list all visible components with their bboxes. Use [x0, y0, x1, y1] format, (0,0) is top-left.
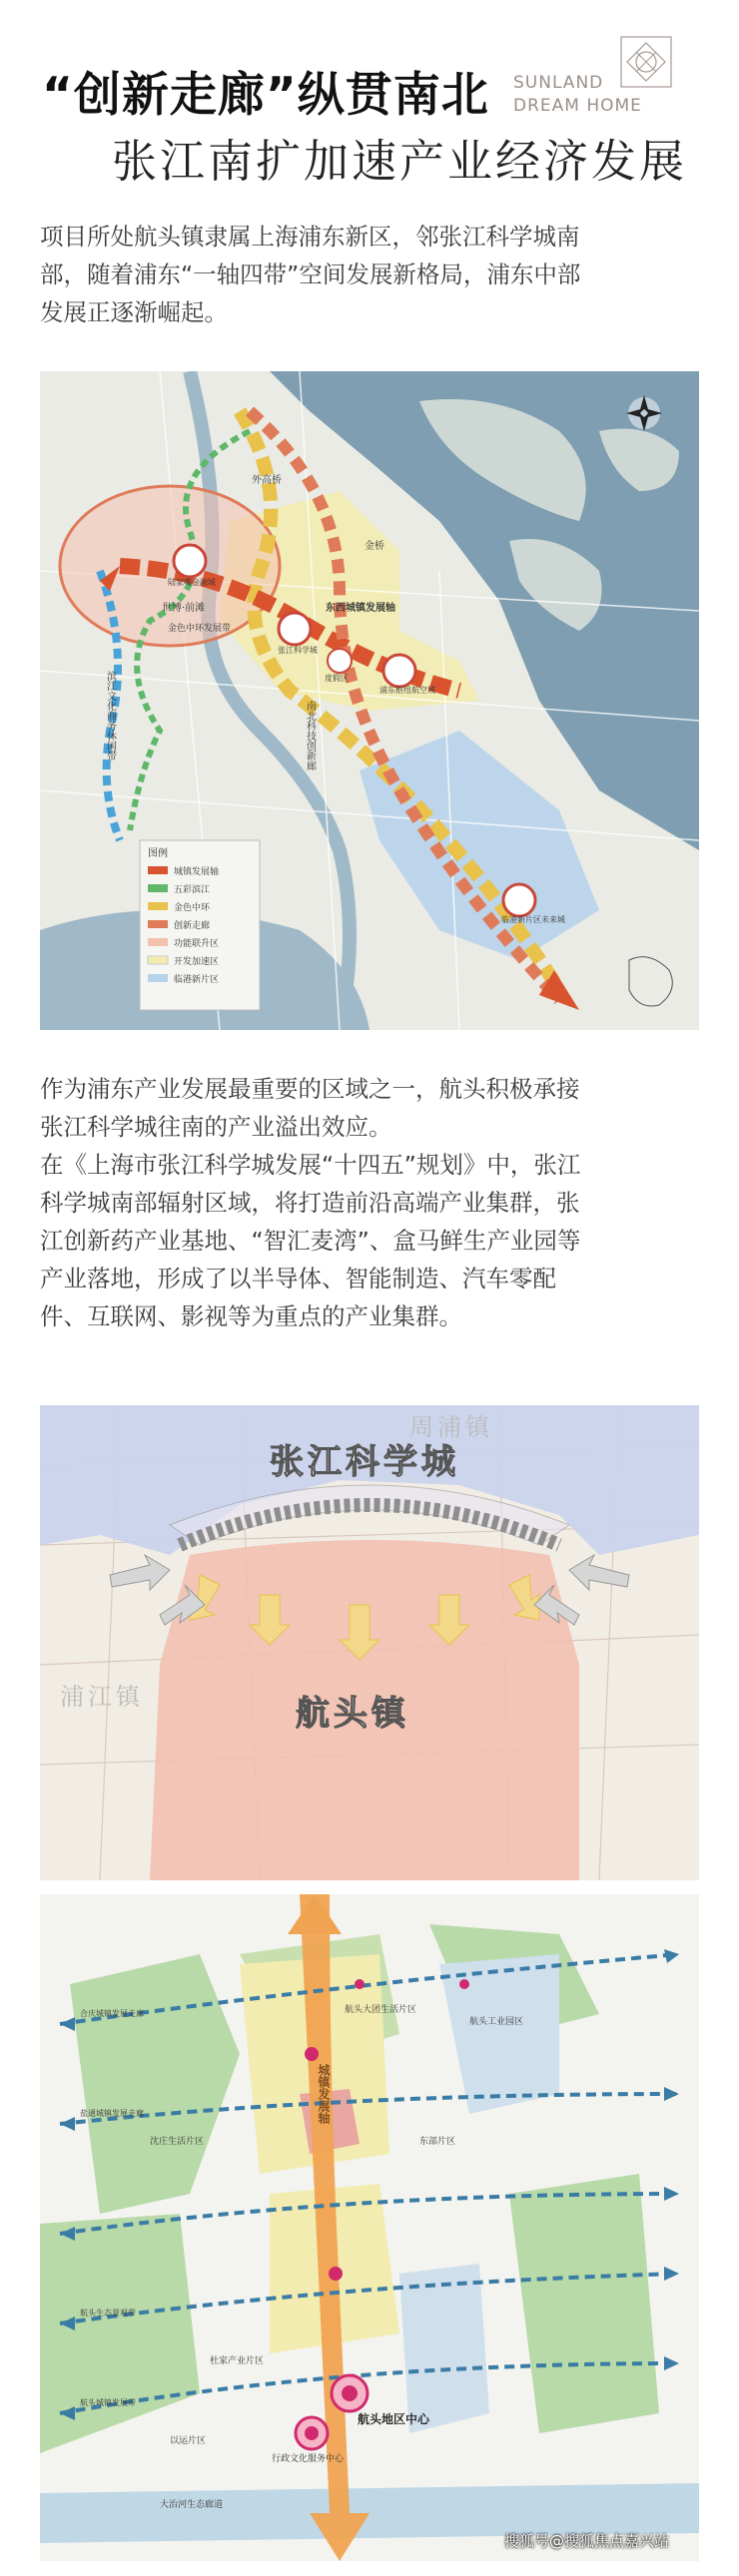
label-lingang: 临港新片区未来城	[501, 915, 565, 924]
paragraph-line: 张江科学城往南的产业溢出效应。	[40, 1113, 392, 1141]
intro-paragraph	[40, 218, 699, 331]
zhangjiang-hangtou-map	[40, 1405, 699, 1880]
zhoupu-label: 周浦镇	[409, 1413, 493, 1441]
label-waigaoqiao: 外高桥	[252, 475, 282, 486]
regional-plan-svg	[40, 371, 699, 1030]
hangtou-label: 航头镇	[296, 1694, 409, 1734]
watermark: 搜狐号@搜狐焦点嘉兴站	[503, 2532, 669, 2550]
zhangjiang-label: 张江科学城	[270, 1442, 459, 1482]
label-east-west-axis: 东西城镇发展轴	[326, 603, 395, 614]
legend-item: 开发加速区	[174, 957, 220, 967]
paragraph-line: 件、互联网、影视等为重点的产业集群。	[40, 1302, 462, 1330]
label-admin: 行政文化服务中心	[272, 2454, 345, 2464]
label-ind-center: 航头地区中心	[358, 2412, 430, 2426]
paragraph-line: 在《上海市张江科学城发展“十四五”规划》中，张江	[40, 1151, 581, 1179]
label-park5: 杜家产业片区	[210, 2356, 265, 2366]
paragraph-line: 发展正逐渐崛起。	[40, 298, 228, 326]
legend-item: 五彩滨江	[174, 885, 211, 895]
paragraph-line: 江创新药产业基地、“智汇麦湾”、盒马鲜生产业园等	[40, 1227, 581, 1255]
page-title: “创新走廊”纵贯南北	[42, 68, 489, 123]
label-zhangjiang: 张江科学城	[278, 646, 318, 655]
label-corridor1: 合庆城镇发展走廊	[80, 2009, 144, 2018]
label-airport: 浦东枢纽航空城	[379, 686, 435, 695]
label-park3: 东部片区	[419, 2137, 456, 2147]
label-park2: 航头工业园区	[469, 2017, 524, 2027]
third-paragraph	[40, 1146, 699, 1335]
label-corridor3: 航头生态景观带	[80, 2309, 136, 2318]
legend-title: 图例	[148, 848, 168, 859]
paragraph-line: 项目所处航头镇隶属上海浦东新区，邻张江科学城南	[40, 223, 580, 251]
label-north-axis: 城镇发展轴	[317, 2064, 331, 2124]
legend-item: 城镇发展轴	[174, 867, 220, 877]
paragraph-line: 科学城南部辐射区域，将打造前沿高端产业集群，张	[40, 1189, 580, 1217]
label-lujiazui: 陆家嘴金融城	[168, 578, 216, 587]
label-corridor4: 航头城镇发展带	[80, 2398, 136, 2407]
legend-item: 金色中环	[174, 903, 211, 913]
label-shibo: 世博·前滩	[162, 603, 206, 614]
label-park6: 以运片区	[170, 2436, 207, 2446]
hangtou-plan-map	[40, 1894, 699, 2561]
legend-item: 临港新片区	[174, 975, 220, 985]
paragraph-line: 部，随着浦东“一轴四带”空间发展新格局，浦东中部	[40, 260, 581, 288]
hangtou-plan-svg	[40, 1894, 699, 2561]
label-arterial: 大治河生态廊道	[160, 2500, 224, 2510]
second-paragraph	[40, 1070, 699, 1146]
label-park4: 沈庄生活片区	[150, 2137, 205, 2147]
pujiang-label: 浦江镇	[60, 1683, 144, 1711]
legend-item: 功能联升区	[174, 939, 220, 949]
page-subtitle: 张江南扩加速产业经济发展	[111, 135, 687, 188]
map-legend	[140, 840, 260, 1010]
logo-line1: SUNLAND	[513, 73, 604, 93]
logo-text	[513, 72, 642, 118]
label-golden-ring: 金色中环发展带	[168, 624, 232, 634]
label-expo-area: 度假区	[325, 674, 349, 683]
label-corridor2: 盐通城镇发展走廊	[80, 2109, 144, 2118]
paragraph-line: 作为浦东产业发展最重要的区域之一，航头积极承接	[40, 1075, 580, 1103]
label-south-north: 南北科技创新廊	[304, 701, 316, 771]
label-park1: 航头大团生活片区	[345, 2005, 417, 2015]
header	[0, 0, 739, 200]
regional-plan-map	[40, 371, 699, 1030]
legend-item: 创新走廊	[174, 921, 211, 931]
label-jinqiao: 金桥	[365, 541, 384, 552]
logo-line2: DREAM HOME	[513, 96, 642, 116]
label-binjiang: 滨江文化商务休闲带	[104, 671, 116, 761]
paragraph-line: 产业落地，形成了以半导体、智能制造、汽车零配	[40, 1265, 556, 1292]
zhangjiang-hangtou-svg	[40, 1405, 699, 1880]
